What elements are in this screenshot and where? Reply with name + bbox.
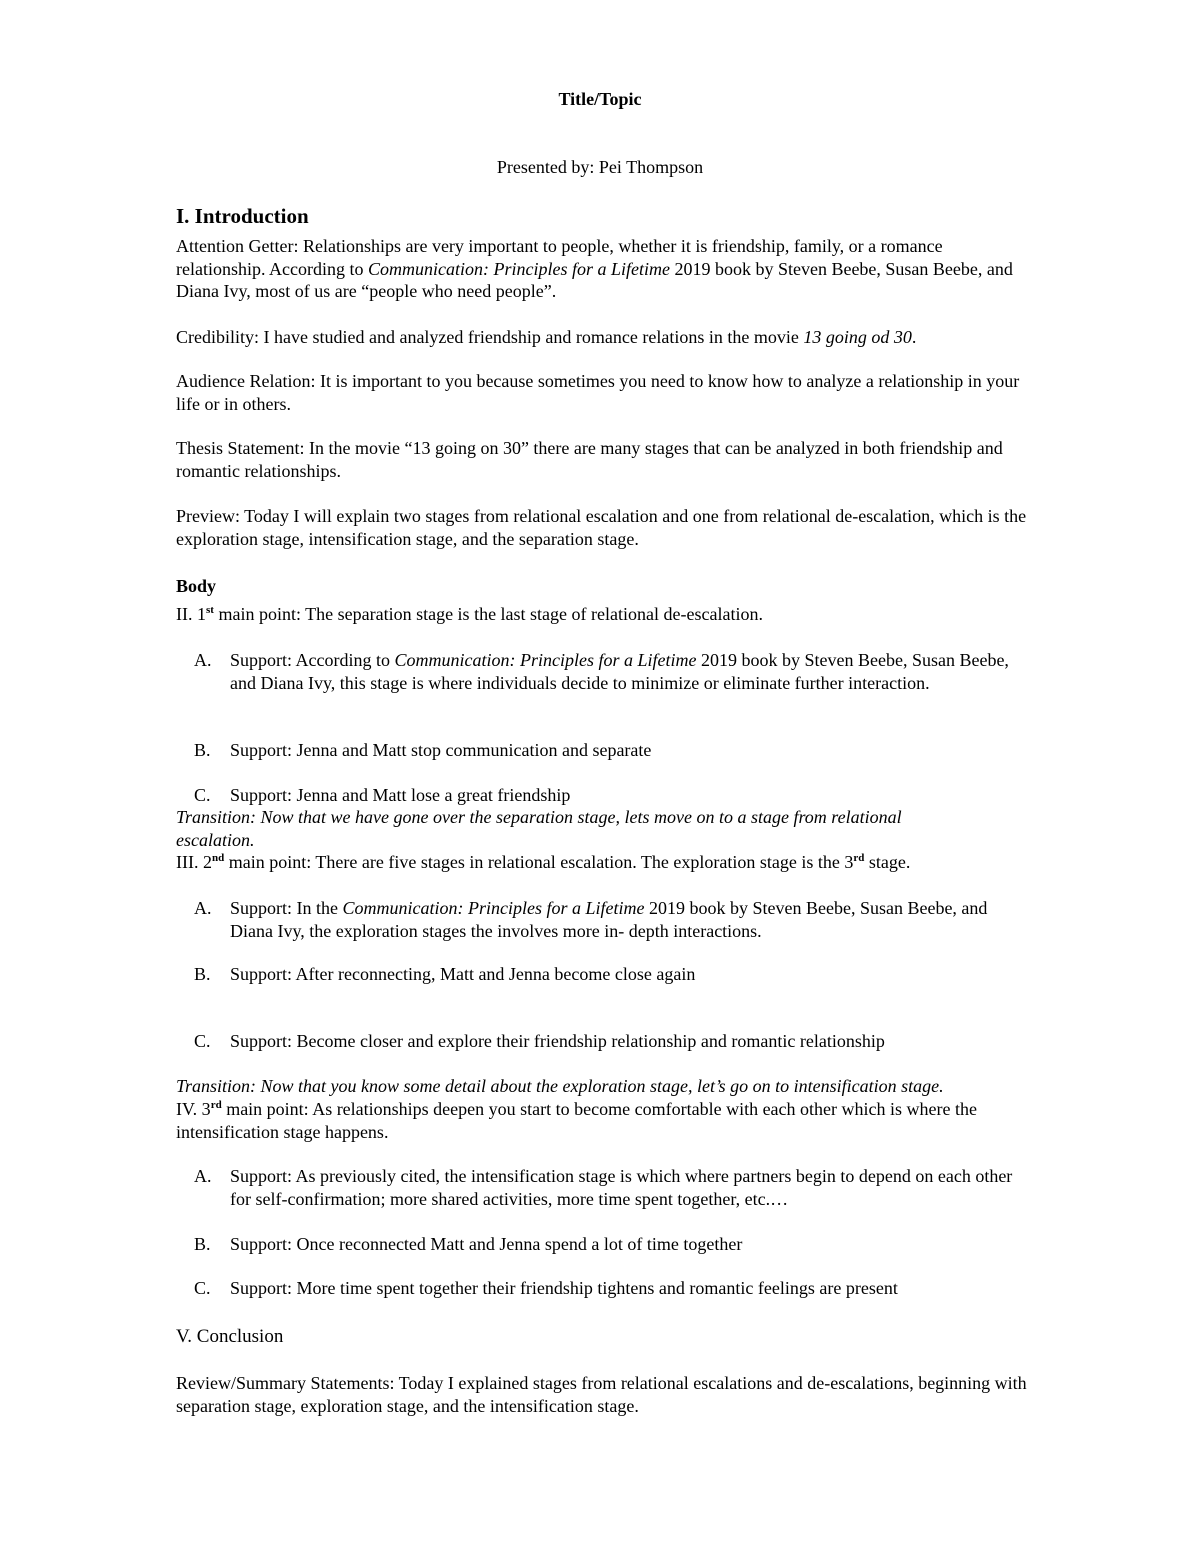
movie-title: 13 going od 30	[803, 327, 912, 347]
thesis-statement: Thesis Statement: In the movie “13 going on 30” there are many stages that can be analyzed in both friendship and romantic relationships.	[176, 438, 1003, 481]
main-point-2: III. 2nd main point: There are five stages in relational escalation. The exploration stage is the 3rd stage.	[176, 852, 911, 872]
conclusion-heading: V. Conclusion	[176, 1326, 284, 1347]
main-point-3: IV. 3rd main point: As relationships deepen you start to become comfortable with each other which is where the intensification stage happens.	[176, 1099, 977, 1142]
list-letter: B.	[194, 740, 211, 760]
presenter-line: Presented by: Pei Thompson	[496, 157, 704, 177]
list-letter: B.	[194, 1234, 211, 1254]
body-heading: Body	[176, 576, 217, 596]
credibility: Credibility: I have studied and analyzed friendship and romance relations in the movie 13 going od 30.	[176, 327, 917, 347]
book-title: Communication: Principles for a Lifetime	[342, 898, 645, 918]
list-letter: C.	[194, 1278, 211, 1298]
book-title: Communication: Principles for a Lifetime	[367, 258, 670, 279]
list-letter: C.	[194, 1031, 211, 1051]
document-page: Title/Topic Presented by: Pei Thompson I. Introduction Attention Getter: Relationships are very important to people, whether it is friendship, family, or a romance relationship. According to Communication: Principles for a Lifetime 2019 book by Steven Beebe, Susan Beebe, and Diana Ivy, most of us are “people who need people”. Credibility: I have studied and analyzed friendship and romance relations in the movie 13 going od 30. Audience Relation: It is important to you because sometimes you need to know how to analyze a relationship in your life or in others. Thesis Statement: In the movie “13 going on 30” there are many stages that can be analyzed in both friendship and romantic relationships. Preview: Today I will explain two stages from relational escalation and one from relational de-escalation, which is the exploration stage, intensification stage, and the separation stage. Body II. 1st main point: The separation stage is the last stage of relational de-escalation. A. Support: According to Communication: Principles for a Lifetime 2019 book by Steven Beebe, Susan Beebe, and Diana Ivy, this stage is where individuals decide to minimize or eliminate further interaction. B. Support: Jenna and Matt stop communication and separate C. Support: Jenna and Matt lose a great friendship Transition: Now that we have gone over the separation stage, lets move on to a stage from relational escalation. III. 2nd main point: There are five stages in relational escalation. The exploration stage is the 3rd stage. A. Support: In the Communication: Principles for a Lifetime 2019 book by Steven Beebe, Susan Beebe, and Diana Ivy, the exploration stages the involves more in- depth interactions. B. Support: After reconnecting, Matt and Jenna become close again C. Support: Become closer and explore their friendship relationship and romantic relationship Transition: Now that you know some detail about the exploration stage, let’s go on to intensification stage. IV. 3rd main point: As relationships deepen you start to become comfortable with each other which is where the intensification stage happens. A. Support: As previously cited, the intensification stage is which where partners begin to depend on each other for self-confirmation; more shared activities, more time spent together, etc.… B. Support: Once reconnected Matt and Jenna spend a lot of time together C. Support: More time spent together their friendship tightens and romantic feelings are present V. Conclusion Review/Summary Statements: Today I explained stages from relational escalations and de-escalations, beginning with separation stage, exploration stage, and the intensification stage.	[0, 0, 1200, 1553]
audience-relation: Audience Relation: It is important to you because sometimes you need to know how to analyze a relationship in your life or in others.	[176, 371, 1020, 414]
review-summary: Review/Summary Statements: Today I explained stages from relational escalations and de-escalations, beginning with separation stage, exploration stage, and the intensification stage.	[176, 1373, 1027, 1416]
document-title: Title/Topic	[558, 89, 642, 109]
list-letter: A.	[194, 650, 212, 670]
main-point-1: II. 1st main point: The separation stage is the last stage of relational de-escalation.	[176, 604, 763, 624]
attention-getter: Attention Getter: Relationships are very important to people, whether it is friendship, family, or a romance relationship. According to Communication: Principles for a Lifetime 2019 book by Steven Beebe, Susan Beebe, and Diana Ivy, most of us are “people who need people”.	[176, 236, 1013, 301]
list-letter: B.	[194, 964, 211, 984]
preview: Preview: Today I will explain two stages from relational escalation and one from relational de-escalation, which is the exploration stage, intensification stage, and the separation stage.	[176, 506, 1027, 549]
list-letter: C.	[194, 785, 211, 805]
transition-1: Transition: Now that we have gone over the separation stage, lets move on to a stage from relational escalation.	[176, 807, 902, 850]
list-letter: A.	[194, 1166, 212, 1186]
book-title: Communication: Principles for a Lifetime	[394, 650, 697, 670]
introduction-heading: I. Introduction	[176, 204, 309, 228]
list-letter: A.	[194, 898, 212, 918]
transition-2: Transition: Now that you know some detail about the exploration stage, let’s go on to intensification stage.	[176, 1076, 944, 1096]
